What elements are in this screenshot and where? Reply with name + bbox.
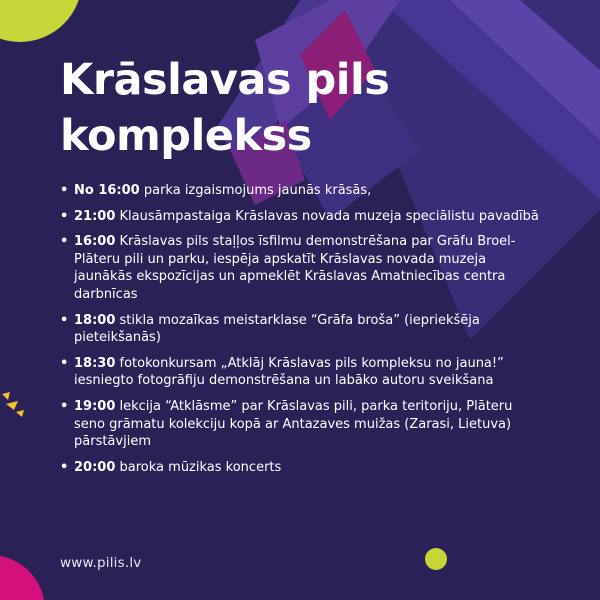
schedule-text: lekcija “Atklāsme” par Krāslavas pili, parka teritoriju, Plāteru seno grāmatu kolekciju kopā ar Antazaves muižas (Zarasi, Lietuva) pārstāvjiem — [74, 398, 513, 450]
schedule-item — [60, 208, 540, 226]
event-schedule-list — [60, 182, 540, 484]
lime-circle-decoration — [0, 0, 82, 42]
schedule-item — [60, 398, 540, 451]
poster-title: Krāslavas pils komplekss — [60, 55, 390, 161]
schedule-time: 18:30 — [74, 355, 116, 371]
bullet-icon: • — [60, 398, 69, 414]
schedule-time: 18:00 — [74, 312, 116, 328]
website-url: www.pilis.lv — [60, 555, 142, 571]
bullet-icon: • — [60, 312, 69, 328]
schedule-item — [60, 355, 540, 390]
schedule-text: fotokonkursam „Atklāj Krāslavas pils kompleksu no jauna!” iesniegto fotogrāfiju demonstrēšana un labāko autoru sveikšana — [74, 355, 504, 389]
schedule-time: 16:00 — [74, 234, 116, 250]
schedule-time: 20:00 — [74, 459, 116, 475]
schedule-item — [60, 182, 540, 200]
schedule-text: stikla mozaīkas meistarklase “Grāfa broša” (iepriekšēja pieteikšanās) — [74, 312, 480, 346]
bullet-icon: • — [60, 208, 69, 224]
schedule-text: Klausāmpastaiga Krāslavas novada muzeja speciālistu pavadībā — [115, 208, 539, 224]
lime-dot-decoration — [425, 548, 447, 570]
schedule-item — [60, 312, 540, 347]
schedule-item — [60, 233, 540, 303]
magenta-circle-decoration — [0, 555, 45, 600]
schedule-text: Krāslavas pils staļļos īsfilmu demonstrēšana par Grāfu Broel-Plāteru pili un parku, iespēja apskatīt Krāslavas novada muzeja jaunākās ekspozīcijas un apmeklēt Krāslavas Amatniecības centra darbnīcas — [74, 234, 516, 302]
schedule-time: 19:00 — [74, 398, 116, 414]
sparkle-decoration — [0, 390, 26, 422]
schedule-text: parka izgaismojums jaunās krāsās, — [139, 183, 372, 198]
schedule-text: baroka mūzikas koncerts — [115, 459, 282, 475]
schedule-time: 21:00 — [74, 208, 116, 224]
bullet-icon: • — [60, 183, 69, 198]
schedule-item — [60, 459, 540, 477]
bullet-icon: • — [60, 355, 69, 371]
bullet-icon: • — [60, 234, 69, 250]
bullet-icon: • — [60, 459, 69, 475]
schedule-time: No 16:00 — [74, 183, 140, 198]
